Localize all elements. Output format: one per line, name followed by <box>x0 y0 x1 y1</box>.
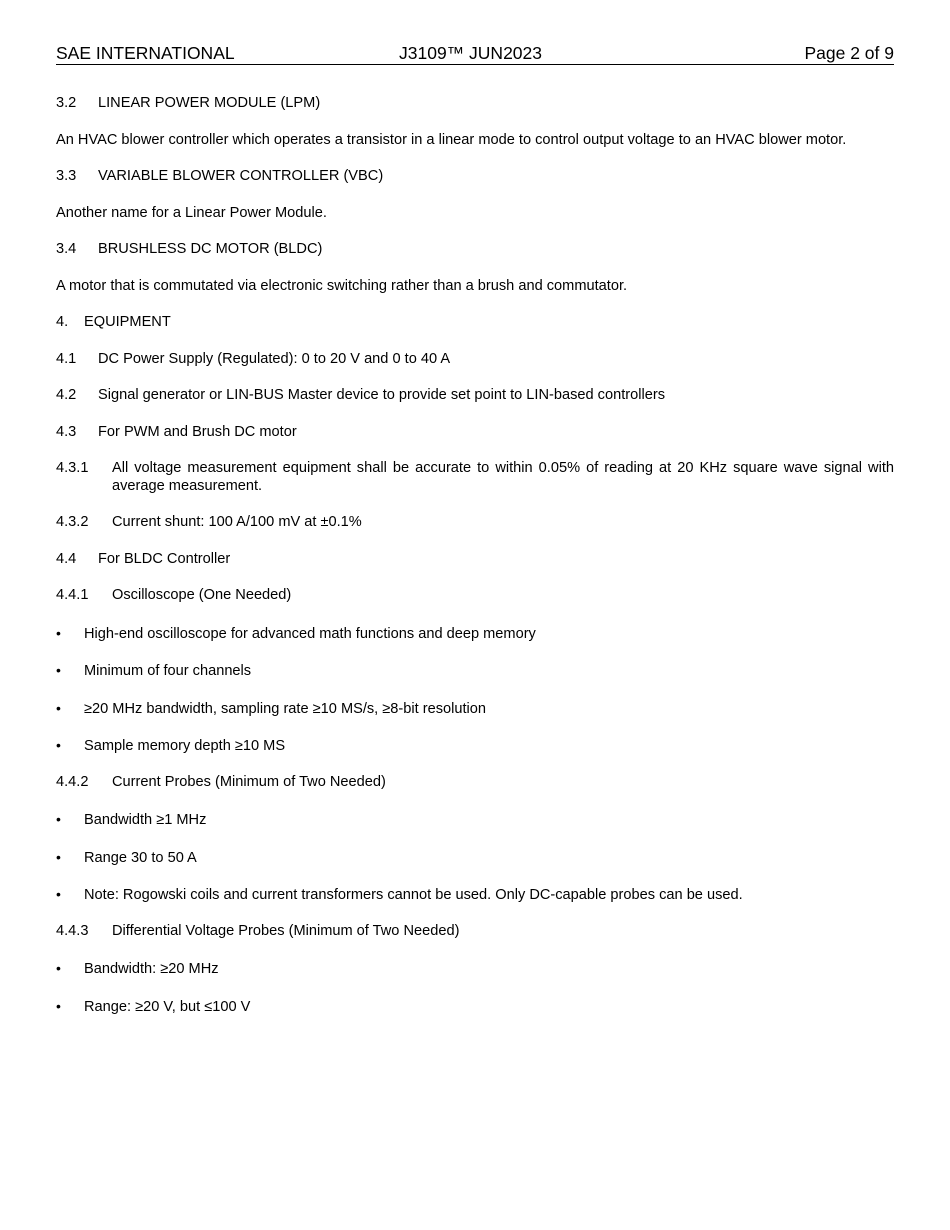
section-text: For PWM and Brush DC motor <box>98 424 297 440</box>
list-item <box>56 624 894 643</box>
section-number: 4.3 <box>56 424 77 440</box>
section-text: Signal generator or LIN-BUS Master device to provide set point to LIN-based controllers <box>98 387 666 403</box>
list-item <box>56 810 894 829</box>
section-4-4-2 <box>56 773 894 791</box>
list-item-text: Note: Rogowski coils and current transformers cannot be used. Only DC-capable probes can be used. <box>84 887 743 903</box>
bullet-icon: • <box>56 960 61 976</box>
section-body-3-3: Another name for a Linear Power Module. <box>56 205 327 221</box>
list-item-text: Minimum of four channels <box>84 663 252 679</box>
list-item-text: Bandwidth ≥1 MHz <box>84 812 207 828</box>
bullet-icon: • <box>56 625 61 641</box>
section-4-4 <box>56 550 894 568</box>
section-number: 4.2 <box>56 387 77 403</box>
list-item <box>56 661 894 680</box>
section-4-3-2 <box>56 513 894 531</box>
list-item <box>56 885 894 904</box>
section-number: 3.3 <box>56 168 77 184</box>
list-item <box>56 699 894 718</box>
section-title: EQUIPMENT <box>84 314 171 330</box>
bullet-icon: • <box>56 998 61 1014</box>
section-title: LINEAR POWER MODULE (LPM) <box>98 95 321 111</box>
section-text: For BLDC Controller <box>98 551 231 567</box>
bullet-icon: • <box>56 700 61 716</box>
list-item-text: Sample memory depth ≥10 MS <box>84 738 286 754</box>
section-number: 4.3.1 <box>56 460 89 476</box>
list-item <box>56 848 894 867</box>
list-item <box>56 997 894 1016</box>
section-number: 3.2 <box>56 95 77 111</box>
page-header <box>56 42 894 65</box>
list-item-text: ≥20 MHz bandwidth, sampling rate ≥10 MS/s, ≥8-bit resolution <box>84 701 487 717</box>
section-4-1 <box>56 350 894 368</box>
section-text: Current Probes (Minimum of Two Needed) <box>112 774 386 790</box>
section-number: 4.1 <box>56 351 77 367</box>
list-item <box>56 736 894 755</box>
section-heading-3-2 <box>56 94 894 112</box>
section-title: VARIABLE BLOWER CONTROLLER (VBC) <box>98 168 384 184</box>
section-number: 4.4.1 <box>56 587 89 603</box>
section-4-4-3 <box>56 922 894 940</box>
section-number: 4.4.2 <box>56 774 89 790</box>
section-number: 3.4 <box>56 241 77 257</box>
section-number: 4.4.3 <box>56 923 89 939</box>
header-page-number: Page 2 of 9 <box>804 43 894 63</box>
list-item-text: Bandwidth: ≥20 MHz <box>84 961 219 977</box>
section-4-4-1 <box>56 586 894 604</box>
section-text: DC Power Supply (Regulated): 0 to 20 V and 0 to 40 A <box>98 351 451 367</box>
section-heading-3-3 <box>56 167 894 185</box>
bullet-icon: • <box>56 662 61 678</box>
list-item-text: High-end oscilloscope for advanced math functions and deep memory <box>84 626 536 642</box>
list-item <box>56 959 894 978</box>
section-4-2 <box>56 386 894 404</box>
section-heading-4 <box>56 313 894 331</box>
bullet-icon: • <box>56 886 61 902</box>
section-text: Differential Voltage Probes (Minimum of Two Needed) <box>112 923 460 939</box>
list-item-text: Range: ≥20 V, but ≤100 V <box>84 999 251 1015</box>
section-heading-3-4 <box>56 240 894 258</box>
bullet-icon: • <box>56 849 61 865</box>
section-text: Current shunt: 100 A/100 mV at ±0.1% <box>112 514 362 530</box>
bullet-icon: • <box>56 811 61 827</box>
section-number: 4.3.2 <box>56 514 89 530</box>
section-number: 4. <box>56 314 69 330</box>
list-item-text: Range 30 to 50 A <box>84 850 197 866</box>
header-doc-id: J3109™ JUN2023 <box>399 43 542 63</box>
section-text: Oscilloscope (One Needed) <box>112 587 292 603</box>
bullet-icon: • <box>56 737 61 753</box>
section-number: 4.4 <box>56 551 77 567</box>
section-text: All voltage measurement equipment shall be accurate to within 0.05% of reading at 20 KHz square wave signal with average measurement. <box>112 460 894 494</box>
section-title: BRUSHLESS DC MOTOR (BLDC) <box>98 241 323 257</box>
section-4-3-1 <box>56 459 894 495</box>
section-body-3-4: A motor that is commutated via electronic switching rather than a brush and commutator. <box>56 278 628 294</box>
section-body-3-2: An HVAC blower controller which operates a transistor in a linear mode to control output voltage to an HVAC blower motor. <box>56 132 847 148</box>
section-4-3 <box>56 423 894 441</box>
header-org: SAE INTERNATIONAL <box>56 43 235 63</box>
